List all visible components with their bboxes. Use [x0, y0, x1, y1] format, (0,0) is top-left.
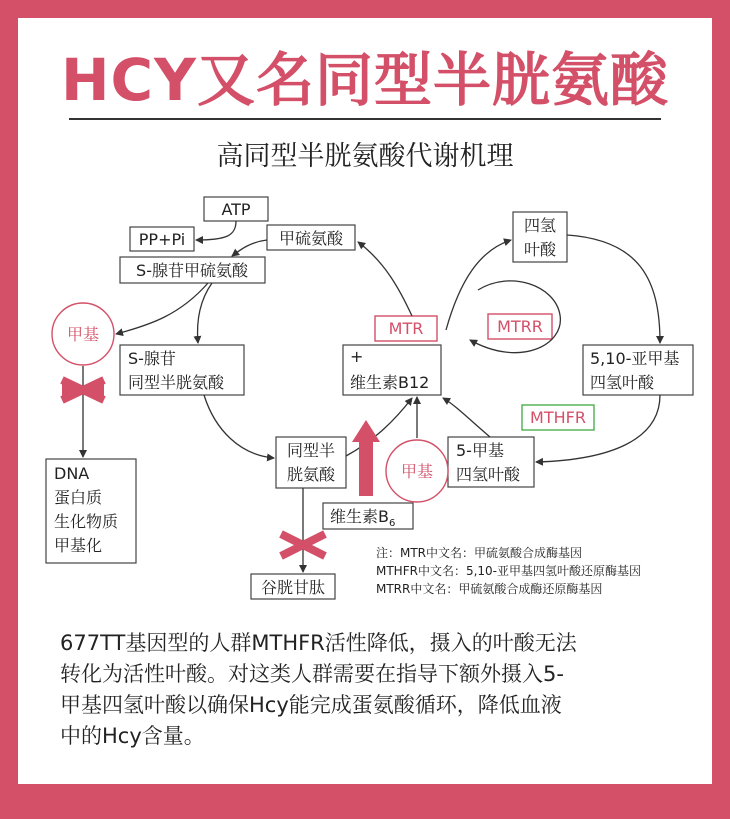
vitamin-b6-up-arrow: [352, 420, 380, 496]
note-mtrr: MTRR中文名：甲硫氨酸合成酶还原酶基因: [376, 582, 603, 596]
dna-line2: 蛋白质: [54, 488, 103, 507]
explanation-line: 中的Hcy含量。: [60, 724, 205, 748]
mtrr-box: [488, 314, 552, 339]
s-adenosylhomocysteine-line1: S-腺苷: [128, 349, 176, 368]
vitamin-b6-label: 维生素B: [330, 507, 389, 526]
dna-line4: 甲基化: [54, 536, 103, 555]
plus-label: +: [350, 347, 364, 366]
mtrr-label: MTRR: [497, 317, 543, 336]
mtr-box: [375, 316, 437, 341]
methyl-thf-line2: 四氢叶酸: [456, 465, 521, 484]
methylthf-to-b12-arrow: [443, 398, 490, 437]
atp-box: [204, 197, 268, 221]
mtr-label: MTR: [388, 319, 424, 338]
methylene-thf-line2: 四氢叶酸: [590, 373, 655, 392]
diagram-subtitle: 高同型半胱氨酸代谢机理: [216, 141, 514, 172]
dna-line1: DNA: [54, 464, 90, 483]
methylene-thf-line1: 5,10-亚甲基: [590, 349, 680, 368]
methionine-label: 甲硫氨酸: [278, 229, 344, 248]
gene-notes: [376, 545, 641, 596]
vitamin-b12-label: 维生素B12: [350, 373, 430, 392]
explanation-line: 转化为活性叶酸。对这类人群需要在指导下额外摄入5-: [60, 662, 564, 686]
page-title: HCY又名同型半胱氨酸: [60, 46, 670, 114]
methylene-thf-box: [583, 345, 693, 395]
glutathione-label: 谷胱甘肽: [260, 578, 326, 597]
homocysteine-line2: 胱氨酸: [286, 465, 336, 484]
dna-box: [46, 459, 136, 563]
homocysteine-line1: 同型半: [286, 441, 336, 460]
methyl-circle-lower: [386, 440, 448, 502]
s-adenosylmethionine-box: [120, 257, 265, 283]
methyl-thf-line1: 5-甲基: [456, 441, 504, 460]
s-adenosylhomocysteine-line2: 同型半胱氨酸: [128, 373, 225, 392]
note-mthfr: MTHFR中文名：5,10-亚甲基四氢叶酸还原酶基因: [376, 564, 641, 578]
methyl-thf-box: [448, 437, 534, 487]
thf-to-methylene-arrow: [567, 235, 660, 343]
methyl-circle-upper: [52, 303, 114, 365]
explanation-line: 677TT基因型的人群MTHFR活性降低，摄入的叶酸无法: [60, 631, 577, 655]
svg-text:维生素B6: [330, 507, 395, 529]
sah-to-hcy-arrow: [204, 395, 274, 458]
mtr-b12-box: [343, 345, 441, 395]
glutathione-box: [251, 574, 335, 599]
explanation-paragraph: [60, 628, 680, 752]
methyl-upper-label: 甲基: [66, 325, 100, 344]
thf-line2: 叶酸: [523, 240, 557, 259]
explanation-line: 甲基四氢叶酸以确保Hcy能完成蛋氨酸循环，降低血液: [60, 693, 562, 717]
homocysteine-box: [276, 437, 346, 488]
atp-label: ATP: [221, 200, 251, 219]
pp-pi-label: PP+Pi: [138, 230, 186, 249]
s-adenosylmethionine-label: S-腺苷甲硫氨酸: [136, 261, 248, 280]
s-adenosylhomocysteine-box: [120, 345, 244, 395]
mtr-to-methionine-arrow: [358, 242, 412, 316]
vitamin-b6-box: [323, 503, 413, 529]
thf-line1: 四氢: [523, 216, 557, 235]
vitamin-b6-subscript: 6: [388, 518, 396, 529]
note-mtr: 注：MTR中文名：甲硫氨酸合成酶基因: [376, 546, 583, 560]
methionine-box: [267, 225, 355, 250]
methyl-lower-label: 甲基: [400, 462, 434, 481]
dna-line3: 生化物质: [54, 512, 119, 531]
pp-pi-box: [130, 227, 194, 251]
atp-to-pppi-arrow: [196, 221, 236, 240]
mthfr-label: MTHFR: [530, 408, 586, 427]
methionine-to-sam-arrow: [232, 240, 267, 256]
thf-box: [513, 212, 567, 262]
mthfr-box: [522, 405, 594, 430]
sam-to-methyl-arrow: [116, 283, 208, 334]
